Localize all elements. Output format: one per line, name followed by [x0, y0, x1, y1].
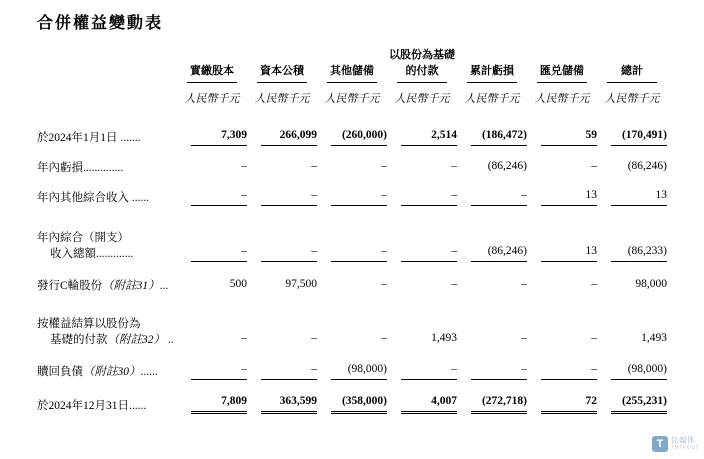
- value-box: –: [261, 245, 317, 262]
- row-label-line: [37, 398, 177, 414]
- table-row: [37, 380, 667, 414]
- value-box: –: [381, 277, 387, 290]
- column-header-row: [37, 48, 667, 83]
- label-text: ..: [165, 333, 174, 346]
- column-header: [597, 48, 667, 83]
- unit-label: 人民幣千元: [394, 92, 450, 105]
- value-box: 4,007: [401, 395, 457, 414]
- table-row: [37, 106, 667, 146]
- value-cell: [597, 294, 667, 348]
- value-box: (272,718): [471, 395, 527, 414]
- value-box: –: [191, 363, 247, 380]
- value-cell: [317, 294, 387, 348]
- label-text: 基礎的付款: [50, 333, 108, 346]
- value-cell: [317, 380, 387, 414]
- value-box: (358,000): [331, 395, 387, 414]
- label-text: ...: [159, 279, 169, 292]
- value-box: –: [191, 189, 247, 206]
- value-cell: [247, 380, 317, 414]
- corner-cell: [37, 48, 177, 83]
- value-box: –: [521, 331, 527, 344]
- value-cell: [317, 146, 387, 176]
- value-cell: [177, 146, 247, 176]
- value-box: –: [381, 331, 387, 344]
- row-label-line: [37, 332, 177, 348]
- value-cell: [597, 146, 667, 176]
- value-box: 2,514: [401, 129, 457, 146]
- value-cell: [177, 348, 247, 380]
- unit-label: 人民幣千元: [324, 92, 380, 105]
- row-label-line: [37, 364, 177, 380]
- unit-cell: [247, 83, 317, 106]
- value-box: –: [261, 189, 317, 206]
- value-cell: [387, 146, 457, 176]
- value-box: –: [331, 189, 387, 206]
- unit-cell: [387, 83, 457, 106]
- value-cell: [597, 176, 667, 206]
- label-text: 於2024年12月31日......: [37, 399, 147, 412]
- column-header-line: 資本公積: [260, 64, 304, 77]
- row-label: [37, 176, 177, 206]
- value-box: –: [331, 245, 387, 262]
- value-cell: [387, 106, 457, 146]
- watermark-name: 钛媒体: [670, 435, 695, 445]
- value-box: (86,246): [471, 245, 527, 262]
- note-reference: （附註31）: [102, 279, 160, 292]
- unit-cell: [457, 83, 527, 106]
- value-box: 59: [541, 129, 597, 146]
- column-header-line: 總計: [621, 64, 643, 77]
- value-cell: [527, 380, 597, 414]
- value-box: (255,231): [611, 395, 667, 414]
- value-cell: [387, 176, 457, 206]
- value-box: –: [401, 363, 457, 380]
- value-box: 13: [611, 189, 667, 206]
- watermark: [652, 436, 699, 452]
- value-box: –: [471, 363, 527, 380]
- value-box: (98,000): [331, 363, 387, 380]
- row-label: [37, 380, 177, 414]
- table-row: [37, 262, 667, 294]
- note-reference: （附註32）: [107, 333, 165, 346]
- table-header: [37, 48, 667, 106]
- unit-label: 人民幣千元: [604, 92, 660, 105]
- value-cell: [317, 348, 387, 380]
- row-label: [37, 206, 177, 262]
- unit-spacer: [37, 83, 177, 106]
- value-box: –: [591, 277, 597, 290]
- page-title: 合併權益變動表: [37, 15, 164, 32]
- value-cell: [457, 146, 527, 176]
- watermark-text: [671, 437, 699, 451]
- value-box: (86,246): [627, 159, 667, 172]
- value-cell: [597, 206, 667, 262]
- value-box: –: [401, 245, 457, 262]
- label-text: 贖回負債: [37, 365, 83, 378]
- value-box: –: [591, 159, 597, 172]
- unit-label: 人民幣千元: [184, 92, 240, 105]
- value-box: (86,246): [487, 159, 527, 172]
- value-cell: [387, 380, 457, 414]
- label-text: 發行C輪股份: [37, 279, 103, 292]
- value-cell: [387, 262, 457, 294]
- unit-cell: [597, 83, 667, 106]
- value-cell: [177, 380, 247, 414]
- column-header: [457, 48, 527, 83]
- row-label-line: [37, 230, 177, 246]
- value-box: 1,493: [431, 331, 457, 344]
- row-label-line: [37, 130, 177, 146]
- value-box: 97,500: [285, 277, 317, 290]
- value-cell: [457, 206, 527, 262]
- value-cell: [457, 294, 527, 348]
- value-cell: [387, 294, 457, 348]
- value-cell: [177, 206, 247, 262]
- value-box: 72: [541, 395, 597, 414]
- value-cell: [177, 176, 247, 206]
- tmtpost-logo-icon: T: [652, 436, 668, 452]
- table-row: [37, 206, 667, 262]
- value-cell: [527, 294, 597, 348]
- column-header-line: 匯兑儲備: [540, 64, 584, 77]
- value-cell: [597, 380, 667, 414]
- column-header-line: 以股份為基礎: [389, 49, 455, 61]
- value-cell: [457, 380, 527, 414]
- value-cell: [317, 206, 387, 262]
- value-box: –: [451, 159, 457, 172]
- value-box: –: [191, 245, 247, 262]
- column-header-line: 累計虧損: [470, 64, 514, 77]
- column-header: [247, 48, 317, 83]
- value-cell: [597, 106, 667, 146]
- value-cell: [247, 206, 317, 262]
- unit-row: [37, 83, 667, 106]
- value-box: 500: [229, 277, 247, 290]
- value-box: 7,809: [191, 395, 247, 414]
- value-cell: [247, 262, 317, 294]
- column-header-line: 的付款: [405, 64, 439, 77]
- value-cell: [527, 262, 597, 294]
- value-box: (86,233): [611, 245, 667, 262]
- value-box: –: [241, 331, 247, 344]
- value-box: –: [401, 189, 457, 206]
- equity-changes-table: [37, 48, 667, 414]
- row-label-line: [37, 278, 177, 294]
- label-text: 年內綜合（開支）: [37, 231, 129, 244]
- value-box: 13: [541, 245, 597, 262]
- value-box: (260,000): [331, 129, 387, 146]
- value-box: –: [451, 277, 457, 290]
- value-box: (98,000): [611, 363, 667, 380]
- value-cell: [387, 348, 457, 380]
- label-text: 按權益結算以股份為: [37, 317, 141, 330]
- value-box: 266,099: [261, 129, 317, 146]
- row-label-line: [37, 160, 177, 176]
- value-cell: [317, 176, 387, 206]
- unit-label: 人民幣千元: [464, 92, 520, 105]
- value-cell: [457, 262, 527, 294]
- watermark-subtitle: TMTPOST: [670, 444, 699, 451]
- value-cell: [177, 294, 247, 348]
- label-text: 年內虧損..............: [37, 161, 124, 174]
- value-box: –: [381, 159, 387, 172]
- column-header: [177, 48, 247, 83]
- table-row: [37, 294, 667, 348]
- unit-cell: [317, 83, 387, 106]
- row-label: [37, 106, 177, 146]
- value-cell: [527, 206, 597, 262]
- value-cell: [457, 348, 527, 380]
- value-cell: [387, 206, 457, 262]
- table-row: [37, 176, 667, 206]
- unit-label: 人民幣千元: [534, 92, 590, 105]
- value-box: 98,000: [635, 277, 667, 290]
- column-header: [317, 48, 387, 83]
- value-box: –: [241, 159, 247, 172]
- table-row: [37, 348, 667, 380]
- value-cell: [177, 262, 247, 294]
- row-label-line: [37, 316, 177, 332]
- value-cell: [247, 106, 317, 146]
- value-cell: [457, 106, 527, 146]
- value-box: 363,599: [261, 395, 317, 414]
- value-box: 7,309: [191, 129, 247, 146]
- row-label-line: [37, 246, 177, 262]
- value-box: 13: [541, 189, 597, 206]
- row-label: [37, 348, 177, 380]
- label-text: ......: [140, 365, 158, 378]
- column-header-line: 實繳股本: [190, 64, 234, 77]
- value-cell: [527, 146, 597, 176]
- value-cell: [527, 348, 597, 380]
- value-box: (186,472): [471, 129, 527, 146]
- value-cell: [597, 348, 667, 380]
- unit-label: 人民幣千元: [254, 92, 310, 105]
- value-cell: [527, 106, 597, 146]
- label-text: 收入總額.............: [50, 247, 134, 260]
- value-box: –: [521, 277, 527, 290]
- value-cell: [247, 146, 317, 176]
- value-box: (170,491): [611, 129, 667, 146]
- value-cell: [317, 106, 387, 146]
- row-label: [37, 294, 177, 348]
- unit-cell: [177, 83, 247, 106]
- column-header: [387, 48, 457, 83]
- value-cell: [247, 176, 317, 206]
- value-box: –: [311, 159, 317, 172]
- label-text: 年內其他綜合收入 ......: [37, 191, 150, 204]
- row-label: [37, 262, 177, 294]
- value-box: –: [541, 363, 597, 380]
- value-box: –: [471, 189, 527, 206]
- value-cell: [527, 176, 597, 206]
- label-text: 於2024年1月1日 .......: [37, 131, 141, 144]
- column-header-line: 其他儲備: [330, 64, 374, 77]
- row-label-line: [37, 190, 177, 206]
- column-header: [527, 48, 597, 83]
- note-reference: （附註30）: [83, 365, 141, 378]
- value-cell: [177, 106, 247, 146]
- value-cell: [247, 348, 317, 380]
- value-cell: [247, 294, 317, 348]
- unit-cell: [527, 83, 597, 106]
- value-box: 1,493: [641, 331, 667, 344]
- value-cell: [457, 176, 527, 206]
- value-box: –: [311, 331, 317, 344]
- table-row: [37, 146, 667, 176]
- value-cell: [317, 262, 387, 294]
- value-box: –: [591, 331, 597, 344]
- value-box: –: [261, 363, 317, 380]
- table-body: [37, 106, 667, 414]
- row-label: [37, 146, 177, 176]
- value-cell: [597, 262, 667, 294]
